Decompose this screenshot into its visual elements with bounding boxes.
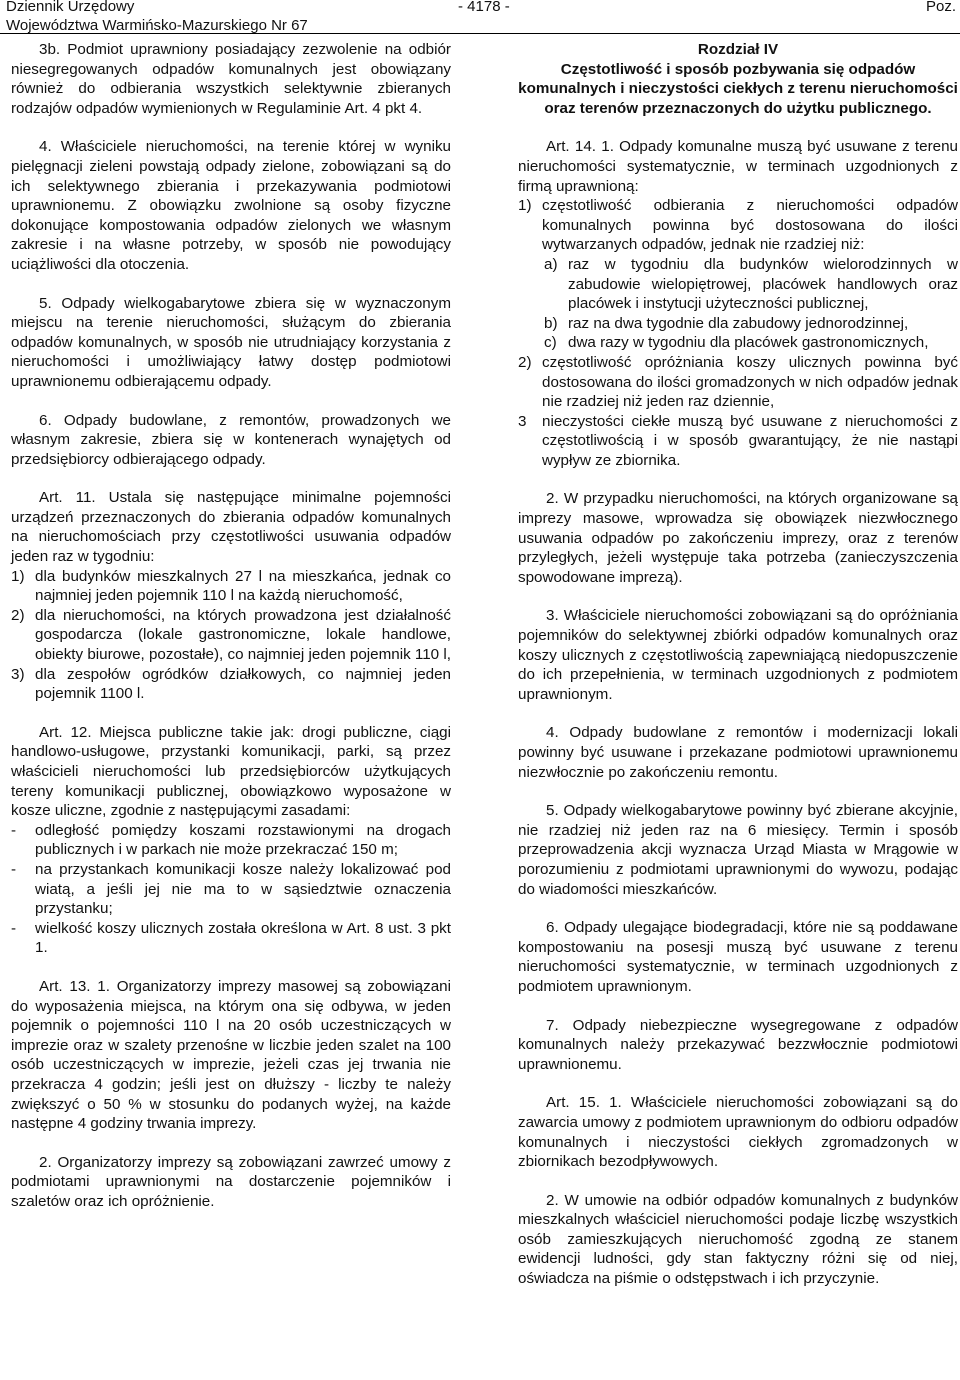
art-14-paragraph-4: 4. Odpady budowlane z remontów i modernizacji lokali powinny być usuwane i przekazane podmiotowi uprawnionemu niezwłocznie po zakończeniu remontu. — [518, 724, 958, 781]
list-item — [11, 919, 451, 958]
left-column — [11, 40, 451, 1211]
list-item-text: częstotliwość opróżniania koszy ulicznych powinna być dostosowana do ilości gromadzonych w nich odpadów jednak nie rzadziej niż jeden raz dziennie, — [542, 353, 958, 411]
art-13-paragraph-1: Art. 13. 1. Organizatorzy imprezy masowej są zobowiązani do wyposażenia miejsca, na którym ona się odbywa, w jeden pojemnik o pojemności 110 l na 20 osób uczestniczących w imprezie oraz w szalety przenośne w liczbie jeden szalet na 100 osób uczestniczących w imprezie, jeżeli czas jej trwania nie przekracza 4 godzin; jeśli jest on dłuższy - liczby te należy zwiększyć o 50 % w stosunku do podanych wyżej, na każde następne 4 godziny trwania imprezy. — [11, 977, 451, 1133]
chapter-number: Rozdział IV — [697, 41, 779, 58]
list-item-number: 3 — [518, 412, 527, 430]
sub-list-item — [518, 314, 958, 334]
list-item-text: wielkość koszy ulicznych została określona w Art. 8 ust. 3 pkt 1. — [35, 919, 451, 957]
art-14-paragraph-5: 5. Odpady wielkogabarytowe powinny być zbierane akcyjnie, nie rzadziej niż jeden raz na 6 miesięcy. Termin i sposób przeprowadzenia akcji wyznacza Urząd Miasta w Mrągowie w porozumieniu z podmiotami uprawnionymi do wywozu, podając do wiadomości mieszkańców. — [518, 802, 958, 898]
art-12-intro: Art. 12. Miejsca publiczne takie jak: drogi publiczne, ciągi handlowo-usługowe, przystanki komunikacji, parki, są przez właścicieli nieruchomości lub przedsiębiorców użytkujących tereny komunikacji publicznej, obowiązkowo wyposażone w kosze uliczne, zgodnie z następującymi zasadami: — [11, 723, 451, 820]
sub-list-item-letter: a) — [544, 255, 558, 273]
sub-list-item-letter: b) — [544, 314, 558, 332]
list-item-number: 2) — [518, 353, 532, 371]
paragraph-4: 4. Właściciele nieruchomości, na terenie której w wyniku pielęgnacji zieleni powstają odpady zielone, zobowiązani są do ich selektywnego zbierania i przekazywania podmiotowi uprawnionemu. Z obowiązku zwolnione są osoby fizyczne dokonujące kompostowania odpadów zielonych we własnym zakresie i na własne potrzeby, w sposób nie powodujący uciążliwości dla otoczenia. — [11, 138, 451, 273]
sub-list-item — [518, 255, 958, 314]
list-item — [11, 606, 451, 665]
art-13-paragraph-2: 2. Organizatorzy imprezy są zobowiązani zawrzeć umowy z podmiotami uprawnionymi na dostarczenie pojemników i szaletów oraz ich opróżnienie. — [11, 1153, 451, 1210]
journal-title — [6, 0, 308, 35]
sub-list-item-text: raz w tygodniu dla budynków wielorodzinnych w zabudowie wielopiętrowej, placówek handlowych oraz placówek i instytucji użyteczności publicznej, — [568, 255, 958, 313]
journal-title-line1: Dziennik Urzędowy — [6, 0, 135, 15]
list-item — [11, 567, 451, 606]
paragraph-6: 6. Odpady budowlane, z remontów, prowadzonych we własnym zakresie, zbiera się w kontenerach wynajętych od przedsiębiorcy odbierającego odpady. — [11, 411, 451, 468]
art-11-list — [11, 567, 451, 704]
page-header — [0, 0, 960, 34]
list-item-number: 2) — [11, 606, 25, 624]
list-item-number: 3) — [11, 665, 25, 683]
list-item-number: 1) — [518, 197, 532, 215]
art-11-intro: Art. 11. Ustala się następujące minimalne pojemności urządzeń przeznaczonych do zbierania odpadów komunalnych na nieruchomościach przy częstotliwości usuwania odpadów jeden raz w tygodniu: — [11, 489, 451, 566]
paragraph-5: 5. Odpady wielkogabarytowe zbiera się w wyznaczonym miejscu na terenie nieruchomości, służącym do zbierania odpadów komunalnych, w sposób nie utrudniający korzystania z nieruchomości i umożliwiający łatwy dostęp podmiotowi uprawnionemu odbierającemu odpady. — [11, 294, 451, 390]
art-14-intro: Art. 14. 1. Odpady komunalne muszą być usuwane z terenu nieruchomości systematycznie, w terminach uzgodnionych z firmą uprawnioną: — [518, 138, 958, 195]
art-14-paragraph-7: 7. Odpady niebezpieczne wysegregowane z odpadów komunalnych należy przekazywać bezzwłocznie podmiotowi uprawnionemu. — [518, 1016, 958, 1073]
sub-list-item-text: dwa razy w tygodniu dla placówek gastronomicznych, — [568, 334, 929, 352]
chapter-title: Częstotliwość i sposób pozbywania się odpadów komunalnych i nieczystości ciekłych z terenu nieruchomości oraz terenów przeznaczonych do użytku publicznego. — [518, 60, 958, 117]
art-15-paragraph-1: Art. 15. 1. Właściciele nieruchomości zobowiązani są do zawarcia umowy z podmiotem uprawnionym do odbioru odpadów komunalnych i nieczystości ciekłych zgromadzonych w zbiornikach bezodpływowych. — [518, 1094, 958, 1171]
list-item-text: nieczystości ciekłe muszą być usuwane z nieruchomości z częstotliwością i w sposób gwarantujący, że nie nastąpi wypływ ze zbiornika. — [542, 412, 958, 469]
sub-list-item-letter: c) — [544, 334, 557, 352]
list-item-bullet: - — [11, 860, 17, 878]
right-column — [518, 40, 958, 1289]
paragraph-3b: 3b. Podmiot uprawniony posiadający zezwolenie na odbiór niesegregowanych odpadów komunalnych jest obowiązany również do odbierania wszystkich selektywnie zbieranych rodzajów odpadów wymienionych w Regulaminie Art. 4 pkt 4. — [11, 41, 451, 117]
list-item-bullet: - — [11, 919, 17, 937]
art-15-paragraph-2: 2. W umowie na odbiór odpadów komunalnych z budynków mieszkalnych właściciel nieruchomości podaje liczbę wszystkich osób zamieszkujących nieruchomość zgodną ze stanem ewidencji ludności, gdy stan faktyczny różni się od niej, oświadcza na piśmie o odstępstwach i ich przyczynie. — [518, 1191, 958, 1288]
art-12-list — [11, 821, 451, 958]
sub-list-item — [518, 333, 958, 353]
list-item-text: częstotliwość odbierania z nieruchomości odpadów komunalnych powinna być dostosowana do ilości wytwarzanych odpadów, jednak nie rzadziej niż: — [542, 197, 958, 254]
list-item — [11, 665, 451, 704]
list-item-text: odległość pomiędzy koszami rozstawionymi na drogach publicznych i w parkach nie może przekraczać 150 m; — [35, 821, 451, 859]
art-14-paragraph-3: 3. Właściciele nieruchomości zobowiązani są do opróżniania pojemników do selektywnej zbiórki odpadów komunalnych oraz koszy ulicznych z częstotliwością zapewniającą niedopuszczenie do ich przepełnienia, w terminach uzgodnionych z podmiotem uprawnionym. — [518, 607, 958, 703]
list-item-text: dla zespołów ogródków działkowych, co najmniej jeden pojemnik 1100 l. — [35, 665, 451, 703]
art-14-paragraph-6: 6. Odpady ulegające biodegradacji, które nie są poddawane kompostowaniu na posesji muszą być usuwane z terenu nieruchomości systematycznie, w terminach uzgodnionych z podmiotem uprawnionym. — [518, 919, 958, 995]
list-item — [518, 412, 958, 471]
position-label: Poz. — [925, 0, 956, 15]
chapter-heading — [518, 40, 958, 118]
list-item-number: 1) — [11, 567, 25, 585]
list-item-text: dla budynków mieszkalnych 27 l na mieszkańca, jednak co najmniej jeden pojemnik 110 l na każdą nieruchomość, — [35, 567, 451, 605]
list-item — [518, 353, 958, 412]
list-item — [518, 196, 958, 255]
page-number: - 4178 - — [458, 0, 510, 15]
sub-list-item-text: raz na dwa tygodnie dla zabudowy jednorodzinnej, — [568, 314, 909, 332]
list-item-text: dla nieruchomości, na których prowadzona jest działalność gospodarcza (lokale gastronomiczne, lokale handlowe, obiekty biurowe, pozostałe), co najmniej jeden pojemnik 110 l, — [35, 606, 451, 664]
list-item-text: na przystankach komunikacji kosze należy lokalizować pod wiatą, a jeśli jej nie ma to w sąsiedztwie oznaczenia przystanku; — [35, 860, 451, 918]
journal-title-line2: Województwa Warmińsko-Mazurskiego Nr 67 — [6, 17, 308, 34]
list-item-bullet: - — [11, 821, 17, 839]
list-item — [11, 821, 451, 860]
list-item — [11, 860, 451, 919]
art-14-paragraph-2: 2. W przypadku nieruchomości, na których organizowane są imprezy masowe, wprowadza się obowiązek niezwłocznego usuwania odpadów po zakończeniu imprezy, oraz z terenów przyległych, jeżeli występuje taka potrzeba (zanieczyszczenia spowodowane imprezą). — [518, 490, 958, 586]
